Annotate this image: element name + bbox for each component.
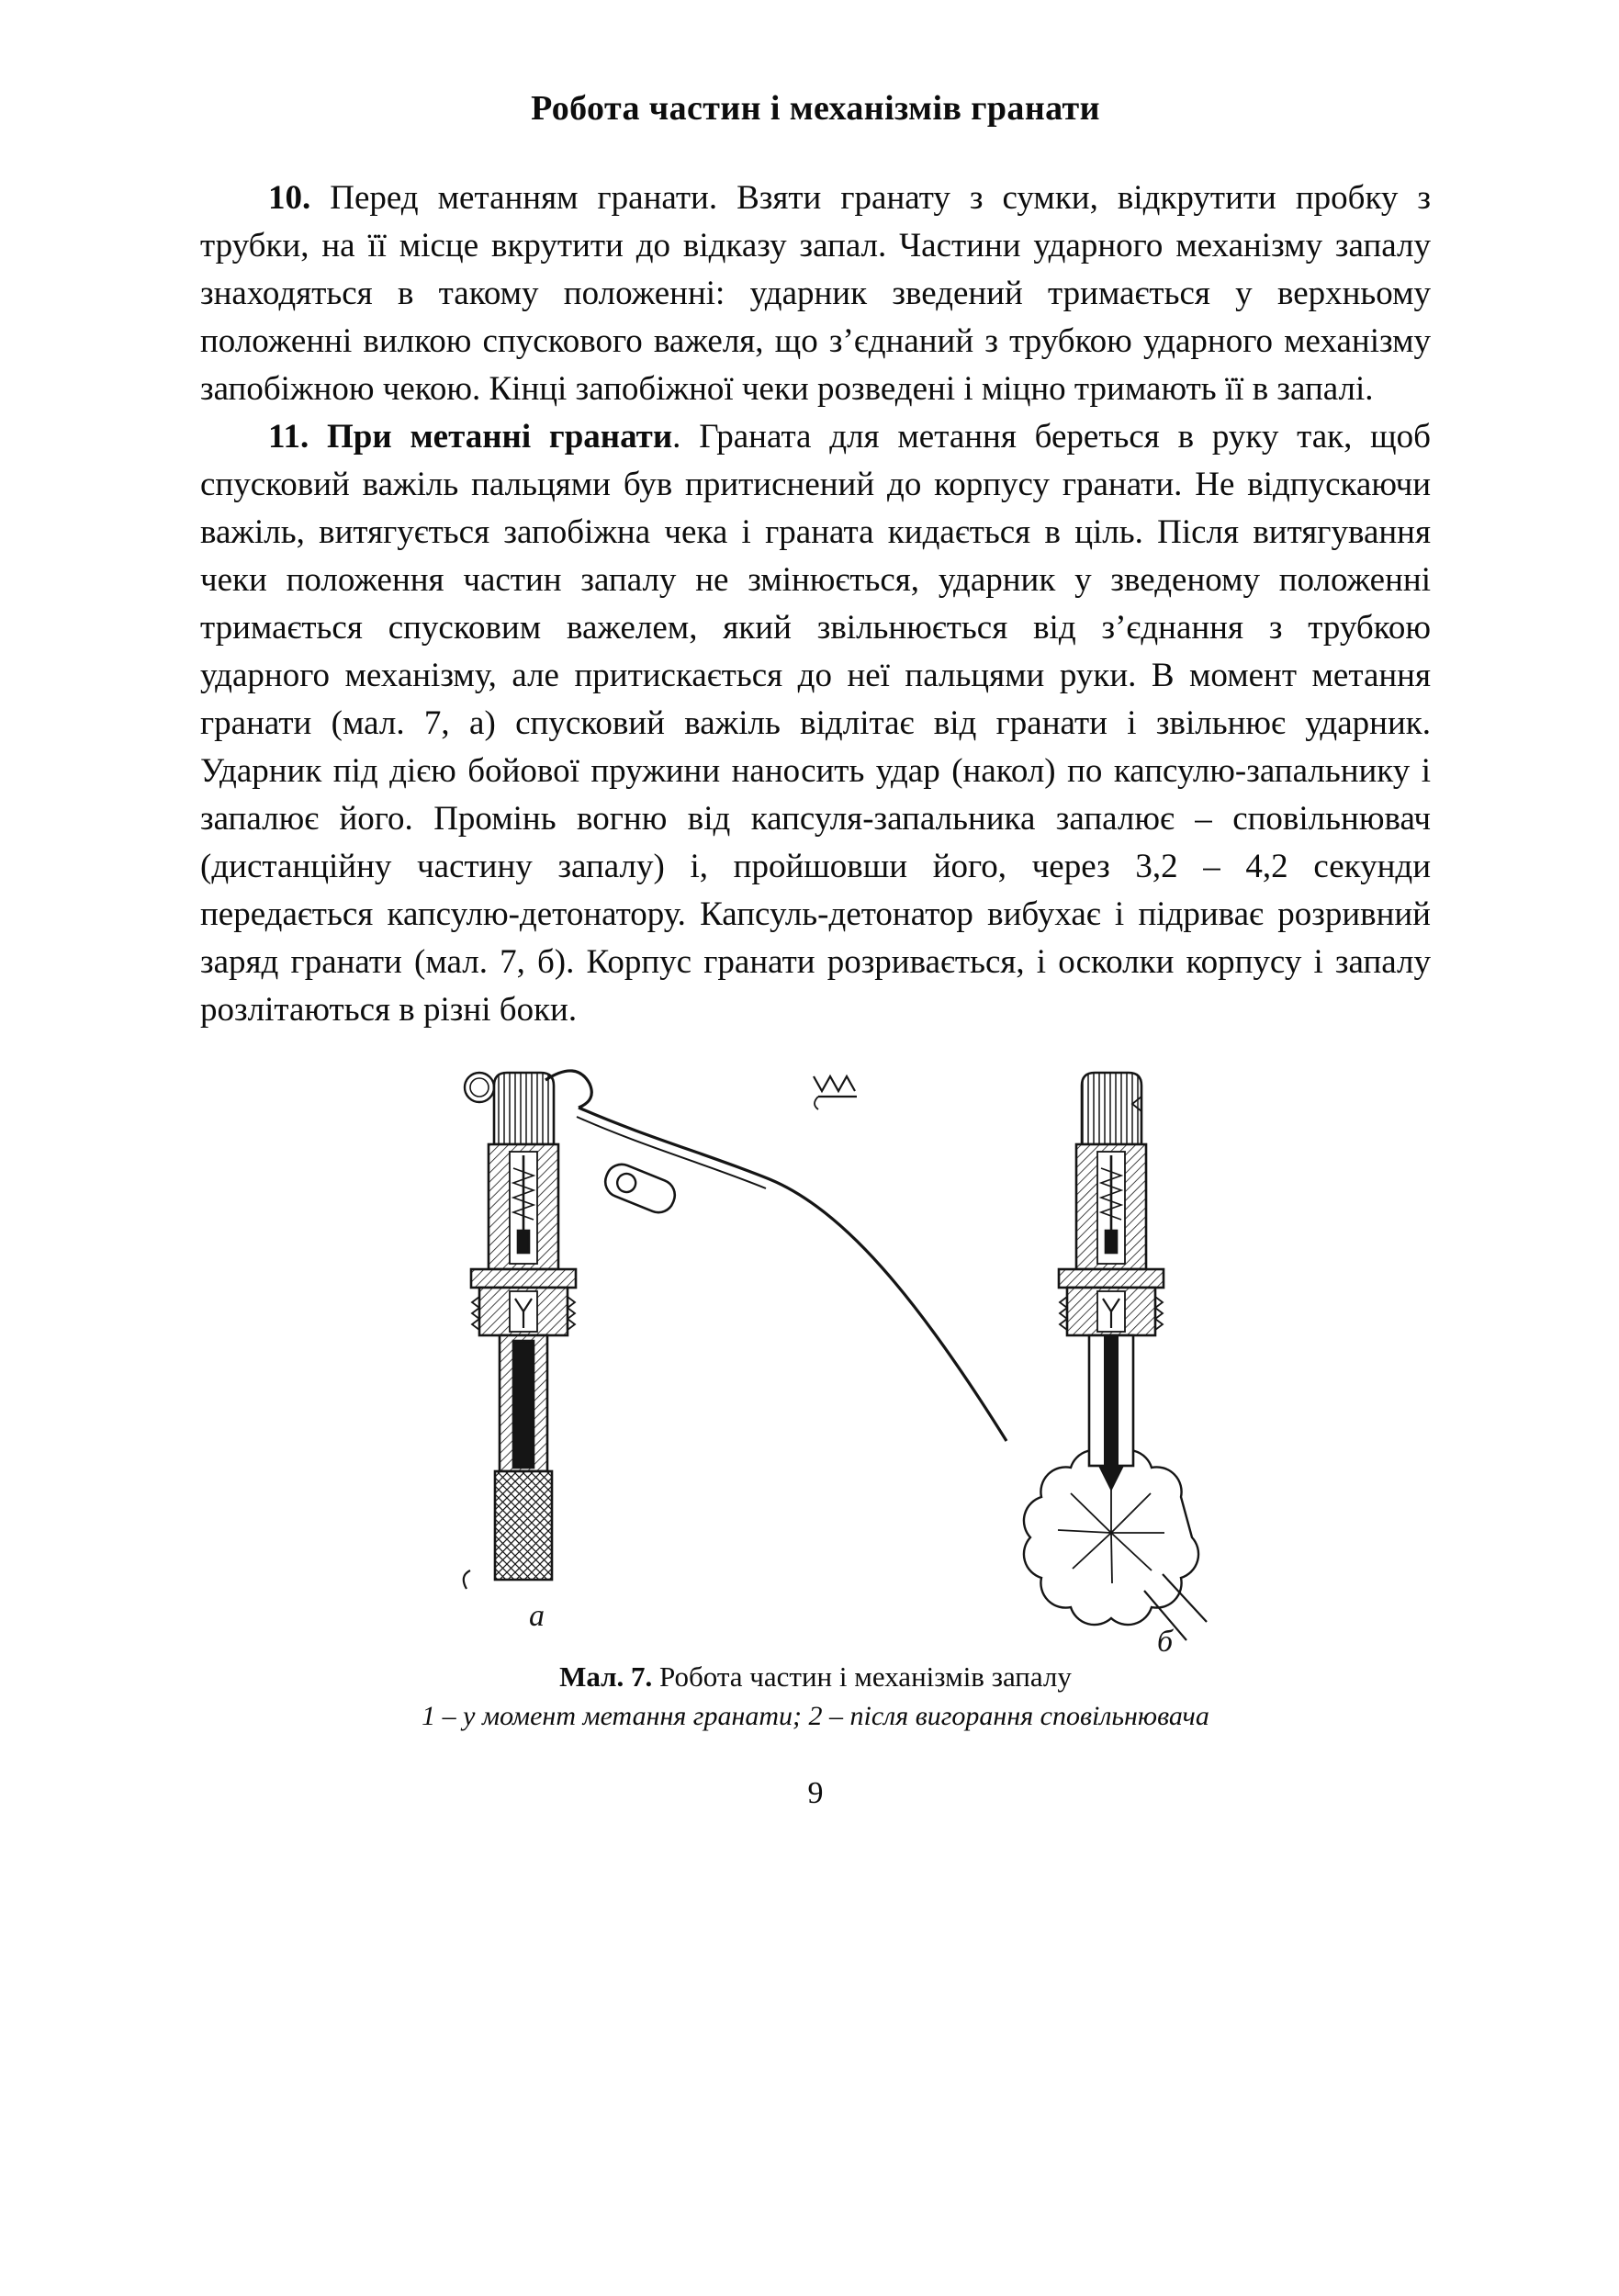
figure-caption — [200, 1660, 1431, 1694]
fuze-b-cap — [1082, 1073, 1141, 1144]
safety-pin — [814, 1076, 857, 1109]
safety-lever — [545, 1071, 1006, 1441]
paragraph-11-text: . Граната для метання береться в руку так, щоб спусковий важіль пальцями був притиснений до корпусу гранати. Не відпускаючи важіль, витягується запобіжна чека і граната кидається в ціль. Після витягування чеки положення частин запалу не змінюється, ударник у зведеному положенні тримається спусковим важелем, який звільнюється від з’єднання з трубкою ударного механізму, але притискається до неї пальцями руки. В момент метання гранати (мал. 7, а) спусковий важіль відлітає від гранати і звільнює ударник. Ударник під дією бойової пружини наносить удар (накол) по капсулю-запальнику і запалює його. Промінь вогню від капсуля-запальника запалює – сповільнювач (дистанційну частину запалу) і, пройшовши його, через 3,2 – 4,2 секунди передається капсулю-детонатору. Капсуль-детонатор вибухає і підриває розривний заряд гранати (мал. 7, б). Корпус гранати розривається, і осколки корпусу і запалу розлітаються в різні боки. — [200, 418, 1431, 1029]
figure-label-b: б — [1157, 1625, 1174, 1657]
page-content — [200, 88, 1431, 1811]
figure-caption-text: Робота частин і механізмів запалу — [652, 1660, 1072, 1693]
page-title: Робота частин і механізмів гранати — [531, 89, 1100, 128]
fuze-mechanism-figure — [375, 1060, 1256, 1657]
paragraph-10-text: Перед метанням гранати. Взяти гранату з сумки, відкрутити пробку з трубки, на її місце вкрутити до відказу запал. Частини ударного механізму запалу знаходяться в такому положенні: ударник зведений тримається у верхньому положенні вилкою спускового важеля, що з’єднаний з трубкою ударного механізму запобіжною чекою. Кінці запобіжної чеки розведені і міцно тримають її в запалі. — [200, 179, 1431, 408]
paragraph-11-lead: 11. При метанні гранати — [268, 418, 673, 456]
fuze-a-flange — [471, 1269, 576, 1288]
fuze-a-drawing — [464, 1073, 576, 1589]
fuze-b-drawing — [1059, 1073, 1164, 1491]
fuze-a-detonator — [495, 1471, 552, 1580]
figure-subcaption: 1 – у момент метання гранати; 2 – після вигорання сповільнювача — [422, 1701, 1209, 1731]
paragraph-11 — [200, 413, 1431, 1034]
figure-label-a: а — [529, 1599, 545, 1633]
fuze-a-cap — [494, 1073, 554, 1144]
paragraph-10 — [200, 174, 1431, 413]
figure-7 — [200, 1060, 1431, 1732]
paragraph-10-lead: 10. — [268, 179, 311, 217]
fuze-b-flange — [1059, 1269, 1164, 1288]
pull-ring-icon — [465, 1073, 494, 1102]
figure-caption-label: Мал. 7. — [559, 1660, 653, 1693]
page-number: 9 — [807, 1776, 824, 1810]
